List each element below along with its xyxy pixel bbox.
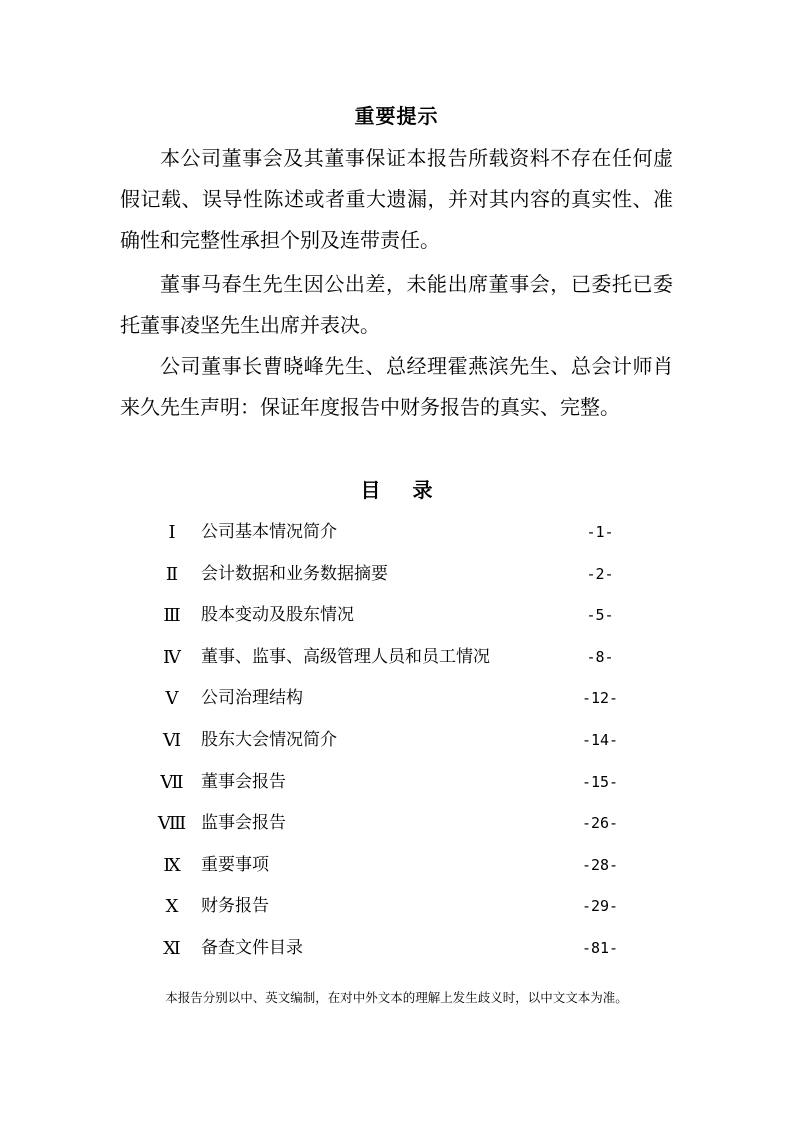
toc-item-number: Ⅰ [168, 522, 176, 542]
toc-item-label: 公司治理结构 [201, 688, 303, 709]
toc-item[interactable] [0, 554, 793, 596]
toc-item-label: 公司基本情况简介 [201, 522, 337, 542]
toc-item-label: 董事、监事、高级管理人员和员工情况 [201, 646, 490, 667]
toc-item[interactable] [0, 512, 793, 554]
toc-item-page: -1- [586, 523, 614, 541]
toc-item-page: -28- [581, 855, 619, 874]
toc-item-number: Ⅸ [163, 854, 181, 875]
toc-item-number: Ⅳ [163, 646, 181, 667]
notice-paragraph-absence: 董事马春生先生因公出差，未能出席董事会，已委托已委托董事凌坚先生出席并表决。 [120, 272, 673, 337]
toc-item-number: Ⅲ [163, 605, 181, 626]
notice-paragraph-statement: 公司董事长曹晓峰先生、总经理霍燕滨先生、总会计师肖来久先生声明：保证年度报告中财务报告的真实、完整。 [120, 354, 673, 419]
toc-item-page: -2- [586, 564, 614, 583]
toc-item[interactable] [0, 637, 793, 679]
toc-item-number: Ⅵ [162, 729, 182, 750]
toc-item[interactable] [0, 720, 793, 762]
toc-item-page: -14- [581, 730, 619, 749]
toc-item-label: 备查文件目录 [201, 937, 303, 958]
toc-item[interactable] [0, 595, 793, 637]
notice-title: 重要提示 [354, 104, 439, 128]
toc-item[interactable] [0, 678, 793, 720]
toc-item[interactable] [0, 803, 793, 845]
toc-item[interactable] [0, 762, 793, 804]
toc-item-page: -12- [581, 689, 619, 708]
toc-item-number: Ⅱ [165, 563, 179, 584]
toc-item[interactable] [0, 886, 793, 928]
toc-item-label: 财务报告 [201, 896, 269, 917]
toc-item-page: -81- [581, 938, 619, 957]
toc-item-page: -29- [581, 897, 619, 916]
toc-item-label: 监事会报告 [201, 813, 286, 834]
toc-item-page: -15- [581, 772, 619, 791]
toc-item-number: Ⅹ [165, 896, 179, 917]
toc-item-page: -5- [586, 606, 614, 625]
toc-item-page: -26- [581, 814, 619, 833]
toc-item-label: 会计数据和业务数据摘要 [201, 563, 388, 584]
toc-item-label: 重要事项 [201, 854, 269, 875]
toc-item-number: Ⅶ [160, 771, 184, 792]
table-of-contents [0, 512, 793, 970]
toc-item-label: 股本变动及股东情况 [201, 605, 354, 626]
toc-item[interactable] [0, 928, 793, 970]
toc-item-label: 股东大会情况简介 [201, 729, 337, 750]
toc-item[interactable] [0, 845, 793, 887]
toc-item-number: Ⅷ [157, 813, 187, 834]
language-note: 本报告分别以中、英文编制，在对中外文本的理解上发生歧义时，以中文文本为准。 [165, 990, 628, 1005]
toc-title: 目录 [360, 478, 465, 502]
notice-paragraph-responsibility: 本公司董事会及其董事保证本报告所载资料不存在任何虚假记载、误导性陈述或者重大遗漏，并对其内容的真实性、准确性和完整性承担个别及连带责任。 [120, 146, 673, 252]
toc-item-page: -8- [586, 647, 614, 666]
toc-item-label: 董事会报告 [201, 771, 286, 792]
toc-item-number: Ⅴ [165, 688, 179, 709]
toc-item-number: Ⅺ [163, 937, 181, 958]
